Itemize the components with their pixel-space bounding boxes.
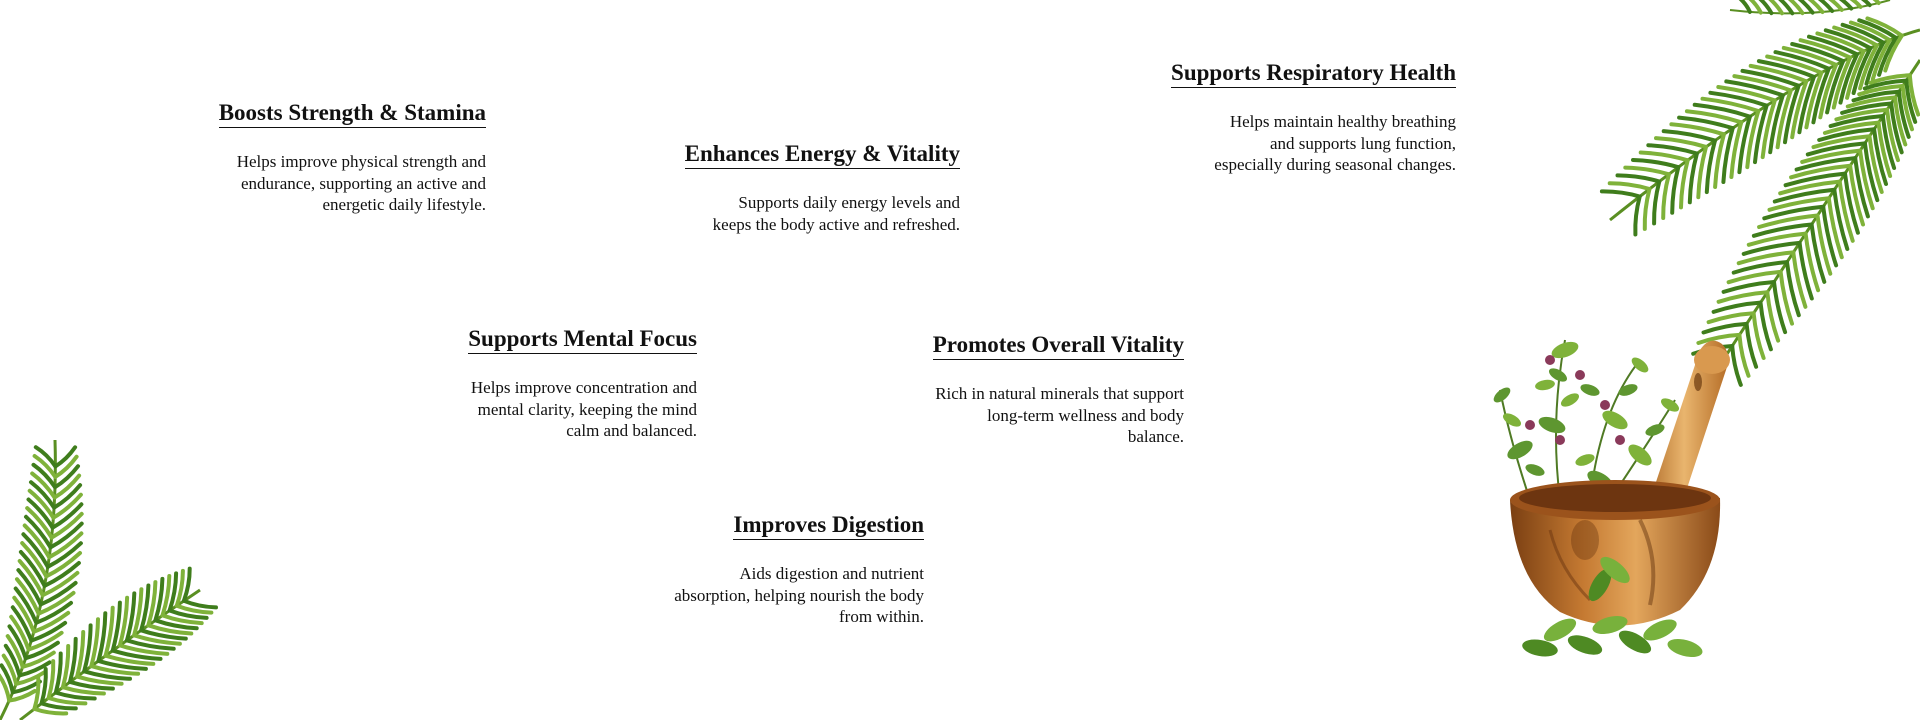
benefit-vitality — [900, 332, 1184, 448]
benefit-description-line: Helps improve physical strength and — [236, 152, 486, 172]
palm-leaf-bottom-left-icon — [0, 420, 220, 720]
benefit-description-line: balance. — [1127, 427, 1184, 447]
benefit-digestion — [640, 512, 924, 628]
benefit-description-line: long-term wellness and body — [987, 405, 1184, 425]
benefit-description — [640, 563, 924, 628]
benefit-description-line: Helps maintain healthy breathing — [1229, 112, 1456, 132]
benefit-title: Improves Digestion — [733, 512, 924, 540]
benefit-description-line: and supports lung function, — [1269, 133, 1456, 153]
benefit-description-line: from within. — [839, 607, 924, 627]
benefit-title: Supports Mental Focus — [468, 326, 697, 354]
benefit-description — [900, 383, 1184, 448]
benefit-description-line: Rich in natural minerals that support — [935, 384, 1184, 404]
benefit-description-line: Helps improve concentration and — [470, 378, 697, 398]
benefit-description-line: Aids digestion and nutrient — [739, 564, 924, 584]
benefit-title: Boosts Strength & Stamina — [219, 100, 486, 128]
benefit-focus — [440, 326, 697, 442]
benefit-description-line: mental clarity, keeping the mind — [477, 399, 697, 419]
benefit-description-line: Supports daily energy levels and — [738, 193, 960, 213]
benefit-title: Promotes Overall Vitality — [933, 332, 1184, 360]
benefit-strength — [190, 100, 486, 216]
benefit-energy — [660, 141, 960, 235]
benefit-description-line: absorption, helping nourish the body — [674, 585, 924, 605]
benefit-respiratory — [1140, 60, 1456, 176]
benefit-title: Enhances Energy & Vitality — [685, 141, 960, 169]
benefit-description — [1140, 111, 1456, 176]
mortar-pestle-herbs-icon — [1490, 330, 1750, 670]
benefit-title: Supports Respiratory Health — [1171, 60, 1456, 88]
benefit-description-line: calm and balanced. — [566, 421, 697, 441]
benefit-description — [440, 377, 697, 442]
benefit-description-line: especially during seasonal changes. — [1214, 155, 1456, 175]
benefit-description-line: keeps the body active and refreshed. — [712, 214, 960, 234]
benefit-description-line: energetic daily lifestyle. — [322, 195, 486, 215]
benefit-description — [660, 192, 960, 235]
benefit-description — [190, 151, 486, 216]
benefit-description-line: endurance, supporting an active and — [241, 173, 486, 193]
